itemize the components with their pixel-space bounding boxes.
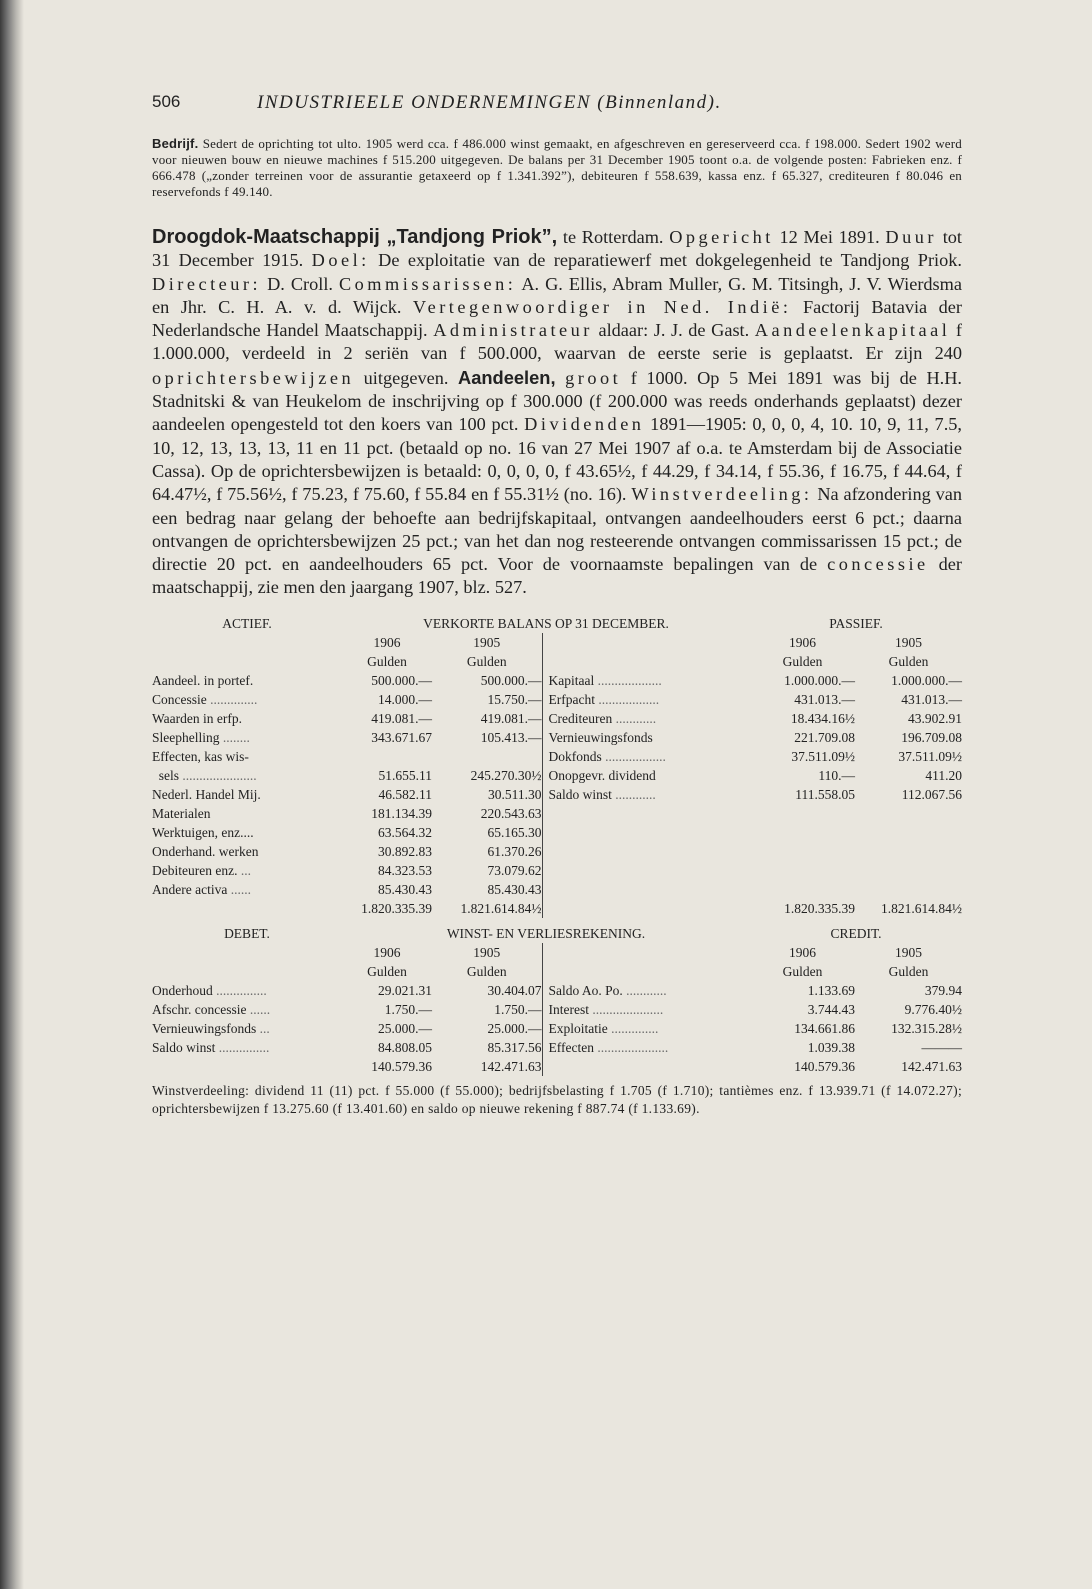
balance-sheet-rows [152, 671, 962, 899]
table-row [152, 747, 962, 766]
row-label: Erfpacht [548, 691, 595, 707]
value-1906: 37.511.09½ [791, 748, 855, 764]
duur-label: Duur [885, 227, 937, 247]
row-label: Concessie [152, 691, 207, 707]
bedrijf-paragraph [152, 136, 962, 200]
row-label: Werktuigen, enz.... [152, 824, 254, 840]
value-1905: 431.013.— [901, 691, 962, 707]
profit-loss-table [152, 924, 962, 1076]
duur-value: tot 31 December 1915. [152, 227, 962, 271]
directeur-label: Directeur: [152, 273, 262, 294]
value-1906: 3.744.43 [807, 1001, 855, 1017]
vertegenwoordiger-label: Vertegenwoordiger in Ned. Indië: [412, 296, 792, 317]
value-1906: 18.434.16½ [790, 710, 855, 726]
leader-dots: .............. [210, 691, 258, 707]
value-1906: 1.039.38 [807, 1039, 855, 1055]
value-1905: 220.543.63 [480, 805, 542, 821]
profit-loss-rows [152, 981, 962, 1057]
groot-value: f 1000. Op 5 Mei 1891 was bij de H.H. Stadnitski & van Heukelom de inschrijving op f 300.000 (f 200.000 was reeds onderhands geplaatst) dezer aandeelen opengesteld tot den koers van 100 pct. [152, 367, 962, 435]
unit-label: Gulden [367, 963, 407, 979]
row-label: Waarden in erfp. [152, 710, 242, 726]
table-row [152, 842, 962, 861]
profit-loss-title: WINST- EN VERLIESREKENING. [446, 925, 646, 941]
balance-totals-row [152, 899, 962, 918]
administrateur-value: aldaar: J. J. de Gast. [598, 320, 750, 341]
value-1905: ——— [921, 1039, 962, 1055]
table-row [152, 981, 962, 1000]
vertegenwoordiger-value: Factorij Batavia der Nederlandsche Handel Maatschappij. [152, 296, 963, 341]
value-1906: 419.081.— [371, 710, 432, 726]
commissarissen-value: A. G. Ellis, Abram Muller, G. M. Titsingh, J. V. Wierdsma en Jhr. C. H. A. v. d. Wijck. [152, 273, 962, 317]
value-1906: 25.000.— [378, 1020, 432, 1036]
row-label: Onderhoud [152, 982, 213, 998]
row-label: Interest [548, 1001, 589, 1017]
debet-total-1906: 140.579.36 [371, 1058, 432, 1074]
credit-total-1906: 140.579.36 [794, 1058, 855, 1074]
year-1905: 1905 [473, 634, 501, 650]
value-1905: 30.404.07 [487, 982, 542, 998]
profit-loss-header [152, 924, 962, 981]
leader-dots: ............... [218, 1039, 270, 1055]
unit-label: Gulden [367, 653, 407, 669]
balance-sheet-caption-row [152, 614, 962, 633]
unit-label: Gulden [782, 653, 823, 669]
year-1905: 1905 [473, 944, 501, 960]
row-label: Onderhand. werken [152, 843, 259, 859]
value-1905: 25.000.— [487, 1020, 542, 1036]
table-row [152, 728, 962, 747]
value-1905: 85.430.43 [487, 881, 542, 897]
dividenden-label: Dividenden [524, 414, 645, 435]
actief-total-1906: 1.820.335.39 [361, 900, 432, 916]
value-1905: 9.776.40½ [904, 1001, 962, 1017]
row-label: Andere activa [152, 881, 228, 897]
page-header [152, 92, 962, 118]
balance-sheet-totals [152, 899, 962, 918]
unit-label: Gulden [466, 963, 507, 979]
page-number: 506 [152, 92, 181, 111]
value-1906: 181.134.39 [371, 805, 432, 821]
kapitaal-label: Aandeelenkapitaal [754, 320, 951, 341]
row-label: Crediteuren [548, 710, 613, 726]
value-1906: 134.661.86 [794, 1020, 855, 1036]
actief-caption: ACTIEF. [222, 615, 272, 631]
year-1906: 1906 [373, 634, 401, 650]
row-label: Dokfonds [548, 748, 602, 764]
actief-total-1905: 1.821.614.84½ [460, 900, 542, 916]
credit-caption: CREDIT. [830, 925, 882, 941]
leader-dots: ............... [216, 982, 267, 998]
directeur-value: D. Croll. [267, 273, 333, 294]
value-1906: 85.430.43 [378, 881, 432, 897]
value-1906: 111.558.05 [795, 786, 855, 802]
leader-dots: ... [259, 1020, 270, 1036]
value-1906: 84.808.05 [378, 1039, 432, 1055]
leader-dots: ............ [626, 982, 667, 998]
table-row [152, 671, 962, 690]
value-1906: 14.000.— [378, 691, 432, 707]
administrateur-label: Administrateur [433, 320, 593, 341]
row-label: Afschr. concessie [152, 1001, 247, 1017]
value-1905: 245.270.30½ [470, 767, 542, 783]
winstverdeeling-footnote: Winstverdeeling: dividend 11 (11) pct. f 55.000 (f 55.000); bedrijfsbelasting f 1.705 (f 1.710); tantièmes enz. f 13.939.71 (f 14.072.27); oprichtersbewijzen f 13.275.60 (f 13.401.60) en saldo op nieuwe rekening f 887.74 (f 1.133.69). [152, 1082, 962, 1116]
row-label: Kapitaal [548, 672, 595, 688]
table-row [152, 766, 962, 785]
year-1905: 1905 [895, 634, 922, 650]
value-1906: 1.000.000.— [784, 672, 855, 688]
commissarissen-label: Commissarissen: [338, 273, 517, 294]
value-1906: 46.582.11 [378, 786, 432, 802]
company-name: Droogdok-Maatschappij „Tandjong Priok”, [152, 226, 558, 248]
value-1906: 110.— [818, 767, 855, 783]
opgericht-value: 12 Mei 1891. [779, 227, 880, 247]
company-entry [152, 226, 962, 600]
row-label: Saldo Ao. Po. [548, 982, 623, 998]
leader-dots: ........ [222, 729, 250, 745]
profit-loss-year-row [152, 943, 962, 962]
table-row [152, 1038, 962, 1057]
value-1905: 65.165.30 [487, 824, 542, 840]
concessie-label: concessie [827, 554, 929, 575]
row-label: Effecten [548, 1039, 594, 1055]
leader-dots: ............ [615, 710, 657, 726]
profit-loss-totals-row [152, 1057, 962, 1076]
binding-gutter [0, 0, 24, 1589]
table-row [152, 880, 962, 899]
year-1906: 1906 [789, 634, 816, 650]
row-label: Onopgevr. dividend [548, 767, 656, 783]
value-1906: 29.021.31 [378, 982, 432, 998]
debet-caption: DEBET. [224, 925, 270, 941]
leader-dots: .............. [611, 1020, 659, 1036]
document-page [152, 92, 962, 1118]
doel-value: De exploitatie van de reparatiewerf met dokgelegenheid te Tandjong Priok. [378, 250, 962, 271]
value-1905: 500.000.— [480, 672, 542, 688]
table-row [152, 861, 962, 880]
concessie-value: der maatschappij, zie men den jaargang 1907, blz. 527. [152, 554, 962, 598]
groot-label: groot [565, 367, 622, 388]
row-label: Debiteuren enz. [152, 862, 238, 878]
row-label: Saldo winst [152, 1039, 216, 1055]
row-label: Nederl. Handel Mij. [152, 786, 261, 802]
year-1906: 1906 [373, 944, 401, 960]
balance-sheet-body [152, 614, 962, 671]
leader-dots: ...... [230, 881, 251, 897]
value-1905: 85.317.56 [487, 1039, 542, 1055]
leader-dots: ................... [597, 672, 662, 688]
doel-label: Doel: [311, 250, 370, 271]
value-1905: 73.079.62 [487, 862, 542, 878]
company-location: te Rotterdam. [562, 227, 664, 247]
value-1905: 196.709.08 [901, 729, 962, 745]
running-title: INDUSTRIEELE ONDERNEMINGEN (Binnenland). [257, 92, 722, 113]
unit-label: Gulden [888, 653, 929, 669]
debet-total-1905: 142.471.63 [480, 1058, 542, 1074]
passief-total-1906: 1.820.335.39 [784, 900, 855, 916]
table-row [152, 1019, 962, 1038]
unit-label: Gulden [466, 653, 507, 669]
leader-dots: ..................... [597, 1039, 669, 1055]
value-1905: 61.370.26 [487, 843, 542, 859]
value-1905: 132.315.28½ [891, 1020, 962, 1036]
row-label: Sleephelling [152, 729, 220, 745]
value-1905: 1.750.— [494, 1001, 542, 1017]
value-1906: 343.671.67 [371, 729, 432, 745]
table-row [152, 823, 962, 842]
value-1906: 431.013.— [794, 691, 855, 707]
table-row [152, 804, 962, 823]
value-1906: 500.000.— [371, 672, 432, 688]
value-1906: 63.564.32 [378, 824, 432, 840]
table-row [152, 690, 962, 709]
opgericht-label: Opgericht [669, 227, 774, 247]
oprichtersbewijzen-label: oprichtersbewijzen [152, 367, 355, 388]
value-1906: 1.133.69 [807, 982, 855, 998]
row-label: Materialen [152, 805, 211, 821]
unit-label: Gulden [782, 963, 823, 979]
balance-sheet-title: VERKORTE BALANS OP 31 DECEMBER. [423, 615, 669, 631]
value-1905: 1.000.000.— [891, 672, 962, 688]
kapitaal-value: f 1.000.000, verdeeld in 2 seriën van f 500.000, waarvan de eerste serie is geplaatst. Er zijn 240 [152, 320, 962, 364]
year-1905: 1905 [895, 944, 922, 960]
table-row [152, 785, 962, 804]
aandeelen-label: Aandeelen, [458, 366, 556, 388]
value-1905: 43.902.91 [908, 710, 962, 726]
leader-dots: ... [240, 862, 251, 878]
row-label: Aandeel. in portef. [152, 672, 254, 688]
passief-caption: PASSIEF. [829, 615, 883, 631]
leader-dots: .................. [605, 748, 666, 764]
profit-loss-caption-row [152, 924, 962, 943]
row-label: Saldo winst [548, 786, 612, 802]
value-1905: 105.413.— [480, 729, 542, 745]
oprichtersbewijzen-value: uitgegeven. [363, 367, 449, 388]
credit-total-1905: 142.471.63 [901, 1058, 962, 1074]
leader-dots: ..................... [592, 1001, 664, 1017]
passief-total-1905: 1.821.614.84½ [881, 900, 962, 916]
leader-dots: ............ [615, 786, 656, 802]
value-1905: 15.750.— [487, 691, 542, 707]
value-1906: 1.750.— [384, 1001, 432, 1017]
balance-year-row [152, 633, 962, 652]
company-paragraph [152, 226, 962, 600]
value-1906: 51.655.11 [378, 767, 432, 783]
table-row [152, 709, 962, 728]
value-1905: 419.081.— [480, 710, 542, 726]
row-label: sels [152, 767, 179, 783]
leader-dots: .................. [598, 691, 660, 707]
leader-dots: ...................... [182, 767, 257, 783]
profit-loss-totals [152, 1057, 962, 1076]
winstverdeeling-label: Winstverdeeling: [631, 484, 813, 505]
value-1905: 112.067.56 [901, 786, 962, 802]
value-1905: 411.20 [925, 767, 962, 783]
value-1906: 30.892.83 [378, 843, 432, 859]
value-1906: 221.709.08 [794, 729, 855, 745]
year-1906: 1906 [789, 944, 816, 960]
value-1905: 30.511.30 [488, 786, 542, 802]
leader-dots: ...... [249, 1001, 271, 1017]
dividenden-value: 1891—1905: 0, 0, 0, 4, 10. 10, 9, 11, 7.5, 10, 12, 13, 13, 13, 11 en 11 pct. (betaald op no. 16 van 27 Mei 1907 af o.a. te Amsterdam bij de Associatie Cassa). Op de oprichtersbewijzen is betaald: 0, 0, 0, 0, f 43.65½, f 44.29, f 34.14, f 55.36, f 16.75, f 44.64, f 64.47½, f 75.56½, f 75.23, f 75.60, f 55.84 en f 55.31½ (no. 16). [152, 414, 962, 505]
winstverdeeling-value: Na afzondering van een bedrag naar gelang der behoefte aan bedrijfskapitaal, ontvangen aandeelhouders eerst 6 pct.; daarna ontvangen de oprichtersbewijzen 25 pct.; van het dan nog resteerende ontvangen commissarissen 15 pct.; de directie 20 pct. en aandeelhouders 65 pct. Voor de voornaamste bepalingen van de [152, 484, 962, 575]
row-label: Vernieuwingsfonds [152, 1020, 257, 1036]
unit-label: Gulden [888, 963, 929, 979]
value-1905: 37.511.09½ [898, 748, 962, 764]
balance-sheet-table [152, 614, 962, 918]
balance-unit-row [152, 652, 962, 671]
bedrijf-text: Sedert de oprichting tot ulto. 1905 werd cca. f 486.000 winst gemaakt, en afgeschreven en gereserveerd cca. f 198.000. Sedert 1902 werd voor nieuwen bouw en nieuwe machines f 515.200 uitgegeven. De balans per 31 December 1905 toont o.a. de volgende posten: Fabrieken enz. f 666.478 („zonder terreinen voor de assurantie getaxeerd op f 1.341.392”), debiteuren f 558.639, kassa enz. f 65.327, crediteuren f 80.046 en reservefonds f 49.140. [152, 136, 962, 199]
row-label: Effecten, kas wis- [152, 748, 249, 764]
bedrijf-lead: Bedrijf. [152, 136, 199, 151]
profit-loss-unit-row [152, 962, 962, 981]
row-label: Exploitatie [548, 1020, 608, 1036]
table-row [152, 1000, 962, 1019]
value-1906: 84.323.53 [378, 862, 432, 878]
row-label: Vernieuwingsfonds [548, 729, 653, 745]
value-1905: 379.94 [924, 982, 962, 998]
